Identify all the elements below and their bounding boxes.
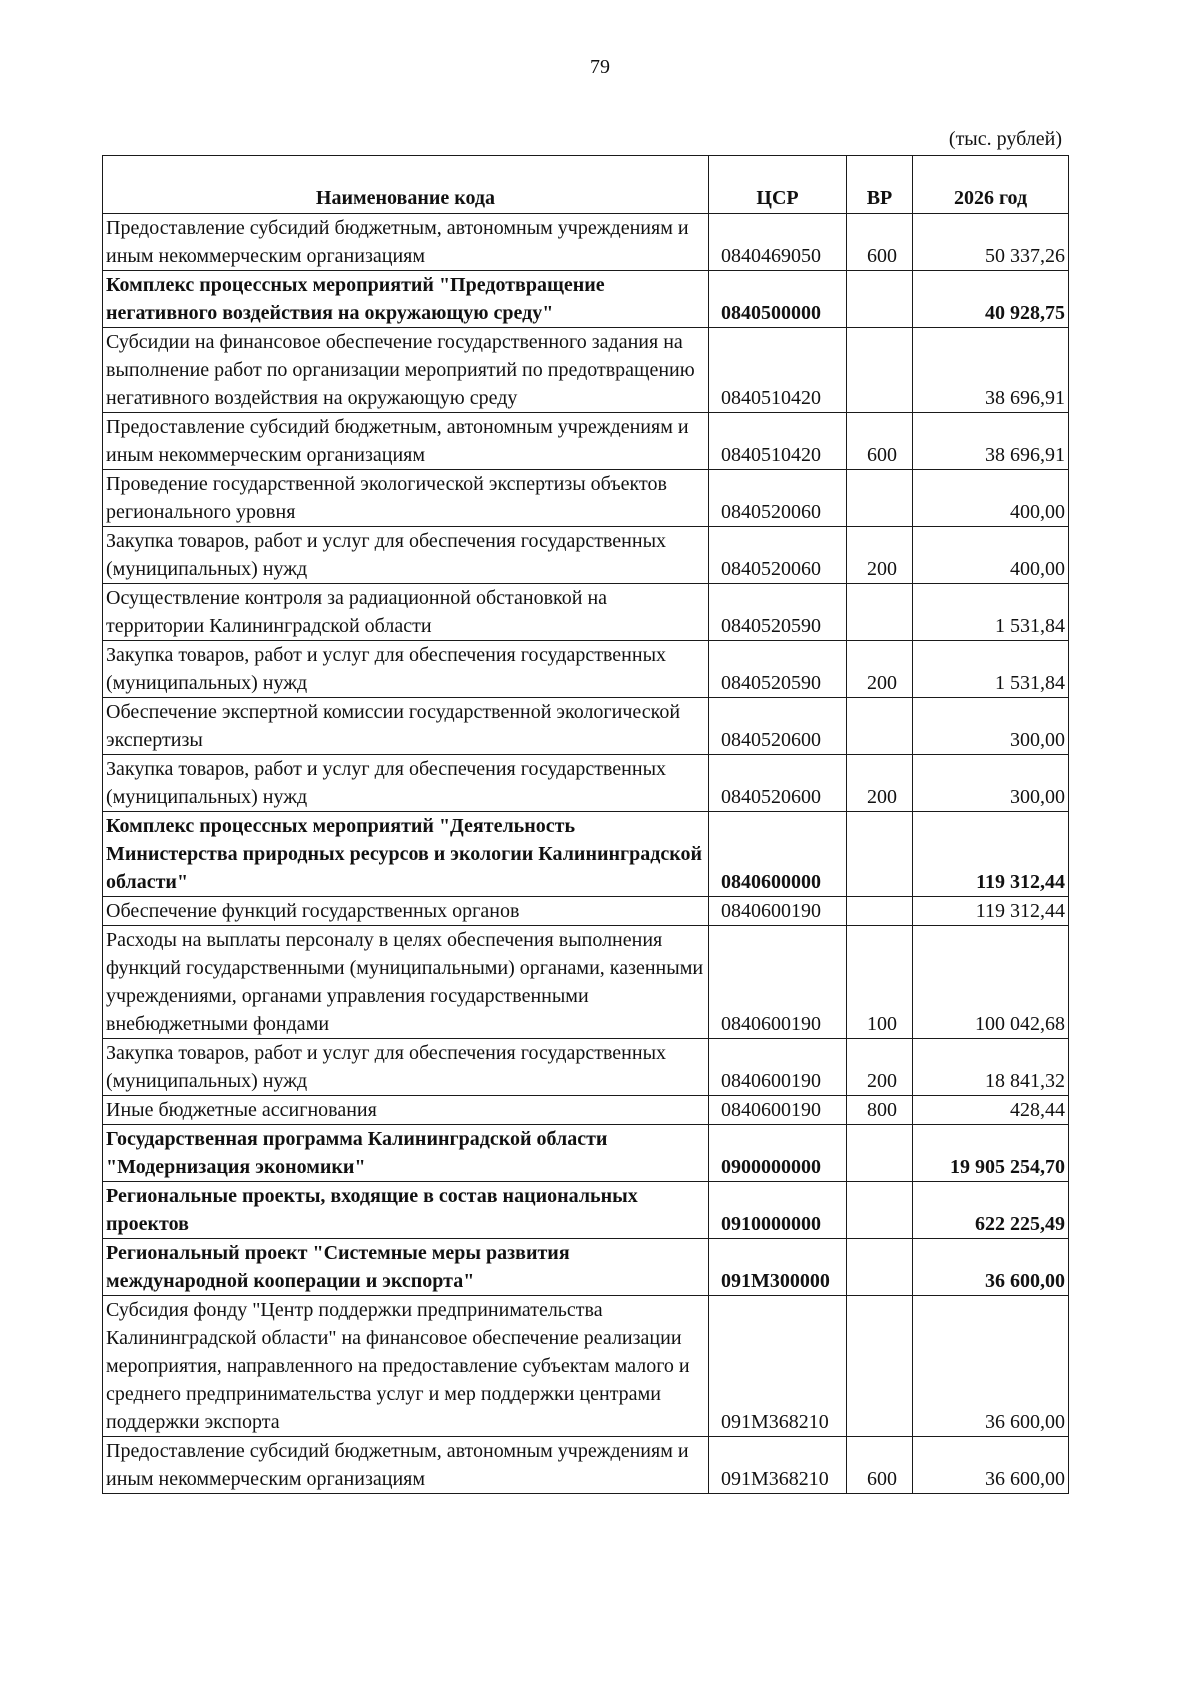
table-row [103,926,1069,1039]
table-row [103,1182,1069,1239]
row-amount: 36 600,00 [913,1437,1069,1494]
row-vr-code: 200 [847,755,913,812]
row-name: Осуществление контроля за радиационной обстановкой на территории Калининградской области [103,584,709,641]
row-vr-code: 200 [847,1039,913,1096]
row-amount: 119 312,44 [913,812,1069,897]
row-csr-code: 0900000000 [709,1125,847,1182]
row-amount: 36 600,00 [913,1239,1069,1296]
row-name: Иные бюджетные ассигнования [103,1096,709,1125]
table-row [103,271,1069,328]
table-header-row [103,156,1069,214]
row-vr-code [847,328,913,413]
budget-table [102,155,1069,1494]
table-row [103,470,1069,527]
row-name: Субсидии на финансовое обеспечение государственного задания на выполнение работ по организации мероприятий по предотвращению негативного воздействия на окружающую среду [103,328,709,413]
table-row [103,1437,1069,1494]
row-vr-code [847,812,913,897]
row-vr-code [847,271,913,328]
row-vr-code: 600 [847,1437,913,1494]
row-vr-code [847,1182,913,1239]
row-vr-code: 100 [847,926,913,1039]
row-amount: 18 841,32 [913,1039,1069,1096]
row-name: Комплекс процессных мероприятий "Предотвращение негативного воздействия на окружающую среду" [103,271,709,328]
row-name: Закупка товаров, работ и услуг для обеспечения государственных (муниципальных) нужд [103,1039,709,1096]
row-vr-code [847,1125,913,1182]
table-row [103,812,1069,897]
row-name: Расходы на выплаты персоналу в целях обеспечения выполнения функций государственными (муниципальными) органами, казенными учреждениями, органами управления государственными внебюджетными фондами [103,926,709,1039]
row-csr-code: 0840520590 [709,641,847,698]
units-label: (тыс. рублей) [948,128,1062,150]
row-name: Государственная программа Калининградской области "Модернизация экономики" [103,1125,709,1182]
row-csr-code: 0840510420 [709,413,847,470]
row-amount: 428,44 [913,1096,1069,1125]
header-year: 2026 год [913,156,1069,214]
row-csr-code: 0840510420 [709,328,847,413]
row-csr-code: 0840500000 [709,271,847,328]
table-row [103,698,1069,755]
row-csr-code: 0840520600 [709,755,847,812]
row-name: Комплекс процессных мероприятий "Деятельность Министерства природных ресурсов и экологии Калининградской области" [103,812,709,897]
row-amount: 400,00 [913,527,1069,584]
row-amount: 40 928,75 [913,271,1069,328]
table-row [103,641,1069,698]
row-csr-code: 0840520060 [709,470,847,527]
row-csr-code: 091М300000 [709,1239,847,1296]
row-amount: 38 696,91 [913,413,1069,470]
table-row [103,328,1069,413]
table-row [103,584,1069,641]
table-body [103,214,1069,1494]
row-csr-code: 0840520060 [709,527,847,584]
row-name: Проведение государственной экологической экспертизы объектов регионального уровня [103,470,709,527]
table-row [103,1096,1069,1125]
row-amount: 400,00 [913,470,1069,527]
row-csr-code: 0840600000 [709,812,847,897]
row-name: Предоставление субсидий бюджетным, автономным учреждениям и иным некоммерческим организациям [103,413,709,470]
row-vr-code: 200 [847,527,913,584]
row-csr-code: 091М368210 [709,1437,847,1494]
row-vr-code [847,1239,913,1296]
row-name: Региональные проекты, входящие в состав национальных проектов [103,1182,709,1239]
row-csr-code: 0840520600 [709,698,847,755]
table-row [103,527,1069,584]
page-number: 79 [590,56,610,78]
table-row [103,897,1069,926]
row-amount: 622 225,49 [913,1182,1069,1239]
row-csr-code: 0840600190 [709,1096,847,1125]
row-amount: 1 531,84 [913,584,1069,641]
row-vr-code [847,897,913,926]
row-amount: 119 312,44 [913,897,1069,926]
row-name: Субсидия фонду "Центр поддержки предпринимательства Калининградской области" на финансовое обеспечение реализации мероприятия, направленного на предоставление субъектам малого и среднего предпринимательства услуг и мер поддержки центрами поддержки экспорта [103,1296,709,1437]
table-row [103,1239,1069,1296]
row-amount: 100 042,68 [913,926,1069,1039]
row-vr-code: 600 [847,413,913,470]
row-amount: 38 696,91 [913,328,1069,413]
row-name: Предоставление субсидий бюджетным, автономным учреждениям и иным некоммерческим организациям [103,214,709,271]
row-vr-code [847,1296,913,1437]
row-csr-code: 0840600190 [709,1039,847,1096]
row-csr-code: 0840469050 [709,214,847,271]
row-name: Закупка товаров, работ и услуг для обеспечения государственных (муниципальных) нужд [103,527,709,584]
row-name: Закупка товаров, работ и услуг для обеспечения государственных (муниципальных) нужд [103,641,709,698]
row-amount: 300,00 [913,698,1069,755]
row-amount: 1 531,84 [913,641,1069,698]
row-vr-code [847,698,913,755]
table-row [103,214,1069,271]
row-name: Обеспечение экспертной комиссии государственной экологической экспертизы [103,698,709,755]
row-vr-code [847,584,913,641]
row-vr-code: 200 [847,641,913,698]
row-csr-code: 0840600190 [709,926,847,1039]
row-name: Предоставление субсидий бюджетным, автономным учреждениям и иным некоммерческим организациям [103,1437,709,1494]
row-amount: 19 905 254,70 [913,1125,1069,1182]
row-amount: 36 600,00 [913,1296,1069,1437]
row-amount: 300,00 [913,755,1069,812]
row-amount: 50 337,26 [913,214,1069,271]
table-row [103,1296,1069,1437]
row-vr-code [847,470,913,527]
row-csr-code: 0840600190 [709,897,847,926]
row-name: Обеспечение функций государственных органов [103,897,709,926]
row-csr-code: 0910000000 [709,1182,847,1239]
row-csr-code: 091М368210 [709,1296,847,1437]
table-row [103,1125,1069,1182]
header-vr: ВР [847,156,913,214]
header-name: Наименование кода [103,156,709,214]
table-row [103,755,1069,812]
header-csr: ЦСР [709,156,847,214]
row-name: Закупка товаров, работ и услуг для обеспечения государственных (муниципальных) нужд [103,755,709,812]
row-vr-code: 600 [847,214,913,271]
table-row [103,1039,1069,1096]
row-name: Региональный проект "Системные меры развития международной кооперации и экспорта" [103,1239,709,1296]
row-vr-code: 800 [847,1096,913,1125]
table-row [103,413,1069,470]
row-csr-code: 0840520590 [709,584,847,641]
